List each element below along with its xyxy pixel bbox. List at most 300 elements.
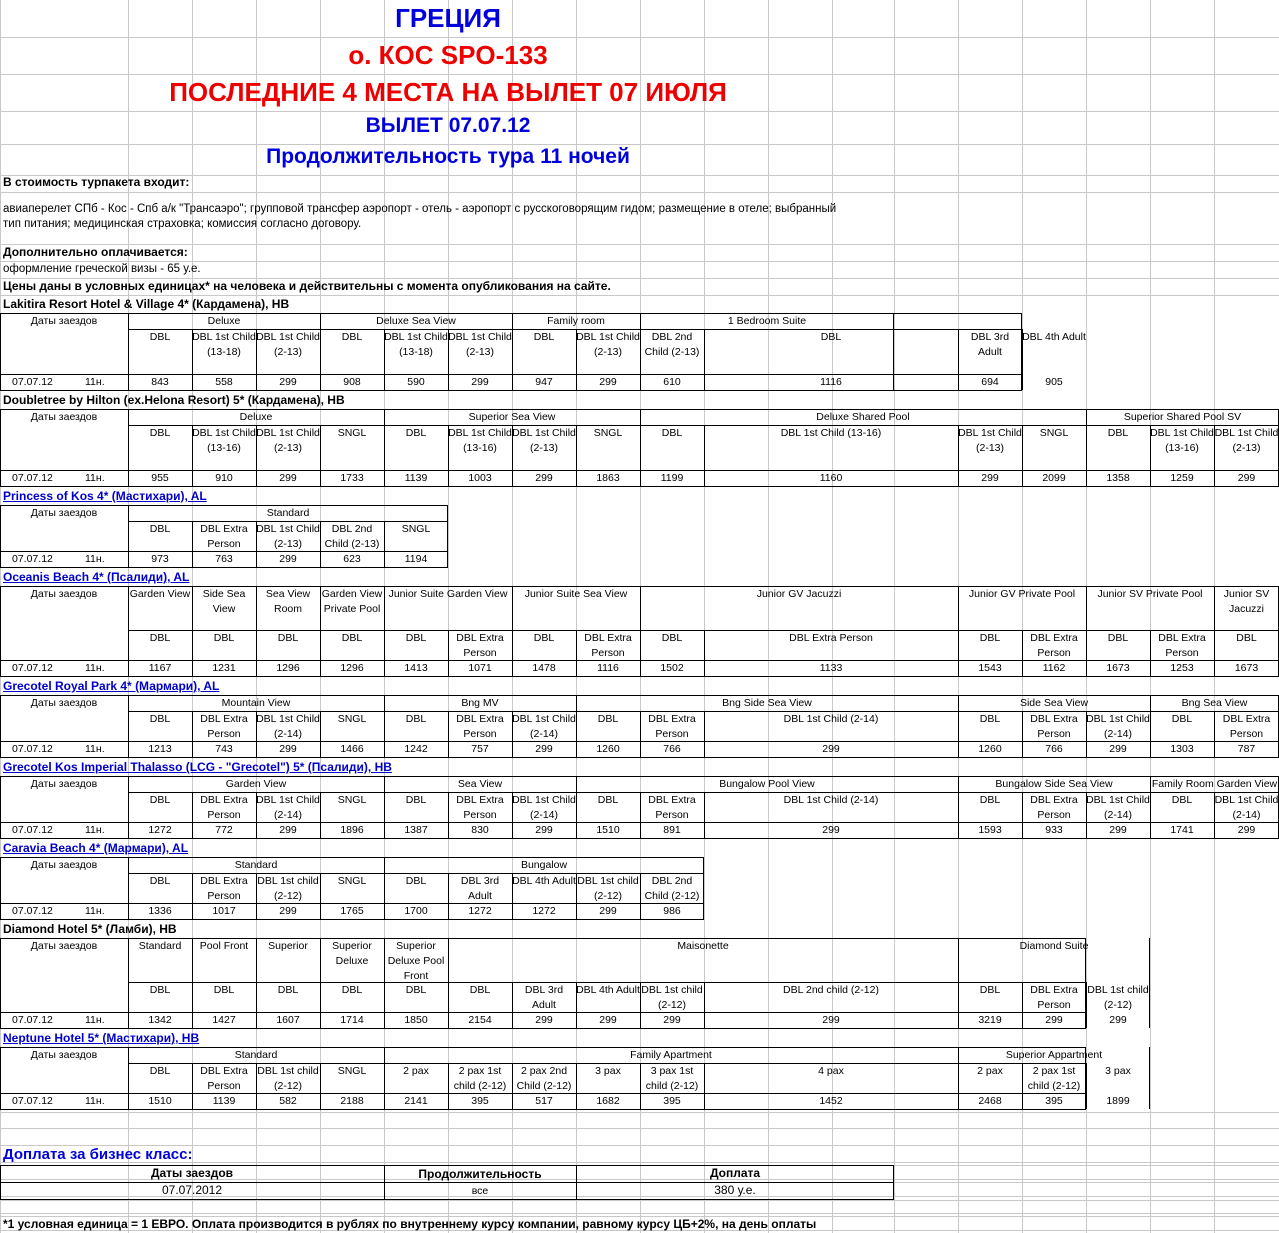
accommodation-header: DBL bbox=[661, 632, 683, 644]
accommodation-header: DBL Extra Person bbox=[1030, 984, 1078, 1011]
accommodation-header: DBL bbox=[277, 984, 299, 996]
accommodation-header: 3 pax bbox=[1105, 1065, 1131, 1077]
accommodation-header: SNGL bbox=[337, 875, 367, 887]
price-cell[interactable]: 299 bbox=[1237, 824, 1256, 836]
accommodation-header: DBL Extra Person bbox=[648, 713, 696, 740]
price-cell[interactable]: 299 bbox=[822, 1014, 840, 1026]
price-cell[interactable]: 766 bbox=[1045, 743, 1063, 755]
price-cell[interactable]: 908 bbox=[343, 376, 361, 388]
accommodation-header: DBL 1st Child (13-18) bbox=[384, 331, 448, 358]
price-cell[interactable]: 694 bbox=[981, 376, 999, 388]
accommodation-header: DBL 2nd Child (2-13) bbox=[644, 331, 700, 358]
business-header-surcharge: Доплата bbox=[709, 1166, 761, 1180]
row-nights: 11н. bbox=[85, 743, 105, 755]
price-cell[interactable]: 299 bbox=[1109, 824, 1127, 836]
price-cell[interactable]: 1133 bbox=[819, 662, 843, 674]
price-cell[interactable]: 590 bbox=[407, 376, 425, 388]
room-type-header: Bungalow Pool View bbox=[719, 778, 815, 790]
accommodation-header: DBL bbox=[1107, 632, 1129, 644]
room-type-header: Superior bbox=[268, 940, 308, 952]
dates-header: Даты заездов bbox=[30, 859, 98, 871]
extra-text: оформление греческой визы - 65 у.е. bbox=[3, 263, 201, 275]
price-cell[interactable]: 1478 bbox=[532, 662, 556, 674]
hotel-title[interactable]: Grecotel Royal Park 4* (Мармари), AL bbox=[3, 679, 220, 693]
row-nights: 11н. bbox=[85, 905, 105, 917]
room-type-header: Side Sea View bbox=[1019, 697, 1089, 709]
row-date: 07.07.12 bbox=[12, 743, 53, 755]
price-cell[interactable]: 1682 bbox=[596, 1095, 620, 1107]
accommodation-header: DBL 1st Child (2-14) bbox=[1214, 794, 1279, 821]
price-cell[interactable]: 299 bbox=[822, 743, 840, 755]
accommodation-header: DBL 1st Child (13-16) bbox=[1150, 427, 1214, 454]
row-nights: 11н. bbox=[85, 824, 105, 836]
price-cell[interactable]: 2154 bbox=[468, 1014, 492, 1026]
accommodation-header: 3 pax 1st child (2-12) bbox=[645, 1065, 699, 1092]
accommodation-header: DBL Extra Person bbox=[1030, 632, 1078, 659]
row-date: 07.07.12 bbox=[12, 1095, 53, 1107]
price-cell[interactable]: 1272 bbox=[532, 905, 556, 917]
accommodation-header: DBL 1st child (2-12) bbox=[257, 875, 319, 902]
dates-header: Даты заездов bbox=[30, 588, 98, 600]
prices-note: Цены даны в условных единицах* на человека и действительны с момента опубликования на сайте. bbox=[3, 279, 611, 293]
price-cell[interactable]: 1466 bbox=[340, 743, 364, 755]
price-cell[interactable]: 1673 bbox=[1106, 662, 1130, 674]
price-cell[interactable]: 743 bbox=[215, 743, 233, 755]
price-cell[interactable]: 1427 bbox=[212, 1014, 236, 1026]
accommodation-header: DBL bbox=[1236, 632, 1257, 644]
room-type-header: Garden View bbox=[225, 778, 287, 790]
room-type-header: Family room bbox=[547, 315, 605, 327]
price-cell[interactable]: 299 bbox=[279, 905, 297, 917]
price-cell[interactable]: 766 bbox=[663, 743, 681, 755]
business-duration: все bbox=[471, 1185, 489, 1197]
title-island: о. КОС SPO-133 bbox=[348, 40, 548, 70]
hotel-title[interactable]: Oceanis Beach 4* (Псалиди), AL bbox=[3, 570, 190, 584]
price-cell[interactable]: 299 bbox=[279, 743, 297, 755]
price-cell[interactable]: 1242 bbox=[404, 743, 428, 755]
business-header-dates: Даты заездов bbox=[150, 1166, 234, 1180]
price-cell[interactable]: 517 bbox=[535, 1095, 553, 1107]
dates-header: Даты заездов bbox=[30, 315, 98, 327]
accommodation-header: SNGL bbox=[1039, 427, 1069, 439]
accommodation-header: DBL 1st Child (13-18) bbox=[192, 331, 256, 358]
dates-header: Даты заездов bbox=[30, 507, 98, 519]
title-duration: Продолжительность тура 11 ночей bbox=[266, 145, 630, 168]
price-cell[interactable]: 582 bbox=[279, 1095, 297, 1107]
price-cell[interactable]: 830 bbox=[471, 824, 489, 836]
accommodation-header: DBL bbox=[469, 984, 491, 996]
room-type-header: Superior Appartment bbox=[1005, 1049, 1103, 1061]
price-cell[interactable]: 299 bbox=[1045, 1014, 1063, 1026]
price-cell[interactable]: 1296 bbox=[276, 662, 300, 674]
accommodation-header: DBL Extra Person bbox=[200, 713, 248, 740]
accommodation-header: DBL bbox=[405, 984, 427, 996]
price-cell[interactable]: 1733 bbox=[340, 472, 364, 484]
room-type-header: Bungalow bbox=[520, 859, 568, 871]
price-cell[interactable]: 395 bbox=[663, 1095, 681, 1107]
price-cell[interactable]: 1543 bbox=[978, 662, 1002, 674]
price-cell[interactable]: 891 bbox=[663, 824, 681, 836]
price-cell[interactable]: 299 bbox=[1109, 743, 1127, 755]
dates-header: Даты заездов bbox=[30, 697, 98, 709]
accommodation-header: DBL 1st child (2-12) bbox=[257, 1065, 319, 1092]
accommodation-header: DBL bbox=[820, 331, 842, 343]
accommodation-header: DBL bbox=[341, 632, 363, 644]
price-cell[interactable]: 843 bbox=[151, 376, 169, 388]
price-cell[interactable]: 1167 bbox=[148, 662, 172, 674]
accommodation-header: DBL bbox=[341, 331, 363, 343]
price-cell[interactable]: 1116 bbox=[597, 662, 619, 674]
price-cell[interactable]: 1003 bbox=[468, 472, 492, 484]
hotel-title[interactable]: Grecotel Kos Imperial Thalasso (LCG - "Grecotel") 5* (Псалиди), HB bbox=[3, 760, 392, 774]
row-nights: 11н. bbox=[85, 553, 105, 565]
row-date: 07.07.12 bbox=[12, 553, 53, 565]
row-nights: 11н. bbox=[85, 1014, 105, 1026]
row-date: 07.07.12 bbox=[12, 662, 53, 674]
price-cell[interactable]: 1358 bbox=[1106, 472, 1130, 484]
price-cell[interactable]: 933 bbox=[1045, 824, 1063, 836]
price-cell[interactable]: 1259 bbox=[1170, 472, 1194, 484]
price-cell[interactable]: 299 bbox=[279, 553, 297, 565]
accommodation-header: DBL Extra Person bbox=[456, 794, 504, 821]
price-cell[interactable]: 955 bbox=[151, 472, 169, 484]
price-cell[interactable]: 299 bbox=[535, 824, 553, 836]
hotel-title: Diamond Hotel 5* (Ламби), HB bbox=[3, 922, 177, 936]
accommodation-header: DBL bbox=[213, 984, 235, 996]
price-cell[interactable]: 610 bbox=[663, 376, 681, 388]
price-cell[interactable]: 973 bbox=[151, 553, 169, 565]
included-text-1: авиаперелет СПб - Кос - Спб а/к "Трансаэро"; групповой трансфер аэропорт - отель - аэропорт с русскоговорящим гидом; размещение в отеле; выбранный bbox=[3, 203, 837, 215]
accommodation-header: DBL 1st child (2-12) bbox=[641, 984, 703, 1011]
room-type-header: Mountain View bbox=[221, 697, 291, 709]
price-cell[interactable]: 1199 bbox=[660, 472, 684, 484]
accommodation-header: DBL Extra Person bbox=[584, 632, 632, 659]
accommodation-header: DBL 4th Adult bbox=[1022, 331, 1086, 343]
accommodation-header: DBL 4th Adult bbox=[512, 875, 576, 887]
room-type-header: Deluxe bbox=[239, 411, 273, 423]
price-cell[interactable]: 299 bbox=[1237, 472, 1256, 484]
accommodation-header: DBL 1st Child (2-13) bbox=[256, 523, 320, 550]
included-title: В стоимость турпакета входит: bbox=[3, 175, 190, 189]
room-type-header: Deluxe Shared Pool bbox=[816, 411, 910, 423]
room-type-header: Pool Front bbox=[199, 940, 249, 952]
price-cell[interactable]: 2099 bbox=[1042, 472, 1066, 484]
accommodation-header: DBL 1st Child (2-13) bbox=[256, 331, 320, 358]
price-cell[interactable]: 623 bbox=[343, 553, 361, 565]
room-type-header: Junior Suite Garden View bbox=[388, 588, 508, 600]
accommodation-header: 2 pax 1st child (2-12) bbox=[453, 1065, 507, 1092]
price-cell[interactable]: 1452 bbox=[819, 1095, 843, 1107]
accommodation-header: DBL bbox=[405, 875, 427, 887]
price-cell[interactable]: 1336 bbox=[148, 905, 172, 917]
price-cell[interactable]: 1342 bbox=[148, 1014, 172, 1026]
price-cell[interactable]: 1303 bbox=[1170, 743, 1194, 755]
accommodation-header: DBL 1st Child (2-14) bbox=[512, 794, 576, 821]
accommodation-header: DBL Extra Person bbox=[456, 632, 504, 659]
accommodation-header: DBL bbox=[979, 632, 1001, 644]
row-nights: 11н. bbox=[85, 662, 105, 674]
accommodation-header: DBL Extra Person bbox=[648, 794, 696, 821]
accommodation-header: DBL 1st Child (2-14) bbox=[256, 794, 320, 821]
title-departure: ВЫЛЕТ 07.07.12 bbox=[365, 114, 531, 137]
row-date: 07.07.12 bbox=[12, 905, 53, 917]
accommodation-header: DBL 1st Child (13-16) bbox=[780, 427, 882, 439]
room-type-header: Junior Suite Sea View bbox=[524, 588, 628, 600]
accommodation-header: DBL bbox=[149, 984, 171, 996]
price-cell[interactable]: 1510 bbox=[596, 824, 620, 836]
footnote: *1 условная единица = 1 ЕВРО. Оплата производится в рублях по внутреннему курсу компании, равному курсу ЦБ+2%, на день оплаты bbox=[3, 1217, 817, 1231]
price-cell[interactable]: 1387 bbox=[404, 824, 428, 836]
price-cell[interactable]: 1593 bbox=[978, 824, 1002, 836]
price-cell[interactable]: 395 bbox=[471, 1095, 489, 1107]
accommodation-header: DBL Extra Person bbox=[789, 632, 873, 644]
room-type-header: Side Sea View bbox=[202, 588, 246, 615]
price-cell[interactable]: 1231 bbox=[212, 662, 236, 674]
price-cell[interactable]: 763 bbox=[215, 553, 233, 565]
row-nights: 11н. bbox=[85, 376, 105, 388]
price-cell[interactable]: 1017 bbox=[212, 905, 236, 917]
accommodation-header: DBL bbox=[405, 794, 427, 806]
accommodation-header: DBL 1st Child (2-13) bbox=[958, 427, 1022, 454]
room-type-header: Family Apartment bbox=[630, 1049, 712, 1061]
accommodation-header: DBL 3rd Adult bbox=[970, 331, 1010, 358]
included-text-2: тип питания; медицинская страховка; комиссия согласно договору. bbox=[3, 218, 362, 230]
price-cell[interactable]: 299 bbox=[535, 472, 553, 484]
dates-header: Даты заездов bbox=[30, 1049, 98, 1061]
hotel-title[interactable]: Caravia Beach 4* (Мармари), AL bbox=[3, 841, 189, 855]
room-type-header: Standard bbox=[138, 940, 182, 952]
row-date: 07.07.12 bbox=[12, 472, 53, 484]
row-date: 07.07.12 bbox=[12, 376, 53, 388]
hotel-title: Lakitira Resort Hotel & Village 4* (Кардамена), HB bbox=[3, 297, 290, 311]
accommodation-header: DBL Extra Person bbox=[200, 1065, 248, 1092]
room-type-header: Family Room Garden View bbox=[1151, 778, 1278, 790]
price-cell[interactable]: 910 bbox=[215, 472, 233, 484]
accommodation-header: DBL 1st Child (2-14) bbox=[783, 794, 879, 806]
price-cell[interactable]: 1071 bbox=[468, 662, 492, 674]
room-type-header: 1 Bedroom Suite bbox=[727, 315, 807, 327]
accommodation-header: DBL bbox=[149, 1065, 171, 1077]
business-surcharge: 380 у.е. bbox=[714, 1183, 756, 1197]
price-cell[interactable]: 299 bbox=[279, 376, 297, 388]
room-type-header: Junior GV Private Pool bbox=[968, 588, 1076, 600]
price-cell[interactable]: 1260 bbox=[978, 743, 1002, 755]
price-cell[interactable]: 299 bbox=[1109, 1014, 1127, 1026]
room-type-header: Superior Sea View bbox=[468, 411, 556, 423]
price-cell[interactable]: 1700 bbox=[404, 905, 428, 917]
accommodation-header: DBL bbox=[149, 794, 171, 806]
extra-title: Дополнительно оплачивается: bbox=[3, 245, 188, 259]
room-type-header: Maisonette bbox=[677, 940, 729, 952]
accommodation-header: DBL 1st Child (2-13) bbox=[576, 331, 640, 358]
room-type-header: Bng Side Sea View bbox=[722, 697, 812, 709]
price-cell[interactable]: 1139 bbox=[212, 1095, 236, 1107]
accommodation-header: 4 pax bbox=[818, 1065, 844, 1077]
accommodation-header: DBL bbox=[149, 331, 171, 343]
price-cell[interactable]: 1272 bbox=[468, 905, 492, 917]
accommodation-header: SNGL bbox=[337, 1065, 367, 1077]
price-cell[interactable]: 1850 bbox=[404, 1014, 428, 1026]
room-type-header: Standard bbox=[266, 507, 310, 519]
accommodation-header: 2 pax bbox=[977, 1065, 1003, 1077]
accommodation-header: DBL bbox=[341, 984, 363, 996]
price-cell[interactable]: 1673 bbox=[1234, 662, 1259, 674]
hotel-title[interactable]: Neptune Hotel 5* (Мастихари), HB bbox=[3, 1031, 200, 1045]
price-cell[interactable]: 1194 bbox=[404, 553, 428, 565]
dates-header: Даты заездов bbox=[30, 411, 98, 423]
accommodation-header: DBL Extra Person bbox=[1222, 713, 1271, 740]
accommodation-header: DBL bbox=[1107, 427, 1129, 439]
accommodation-header: DBL bbox=[405, 632, 427, 644]
accommodation-header: DBL bbox=[533, 331, 555, 343]
business-date: 07.07.2012 bbox=[161, 1183, 223, 1197]
price-cell[interactable]: 299 bbox=[663, 1014, 681, 1026]
price-cell[interactable]: 787 bbox=[1237, 743, 1256, 755]
room-type-header: Sea View Room bbox=[265, 588, 311, 615]
price-cell[interactable]: 1260 bbox=[596, 743, 620, 755]
room-type-header: Standard bbox=[234, 859, 278, 871]
dates-header: Даты заездов bbox=[30, 940, 98, 952]
room-type-header: Bungalow Side Sea View bbox=[995, 778, 1113, 790]
price-cell[interactable]: 757 bbox=[471, 743, 489, 755]
accommodation-header: SNGL bbox=[337, 794, 367, 806]
accommodation-header: DBL 1st Child (2-14) bbox=[512, 713, 576, 740]
price-cell[interactable]: 299 bbox=[535, 743, 553, 755]
accommodation-header: DBL Extra Person bbox=[200, 794, 248, 821]
price-cell[interactable]: 2188 bbox=[340, 1095, 364, 1107]
price-cell[interactable]: 299 bbox=[279, 472, 297, 484]
price-cell[interactable]: 1139 bbox=[404, 472, 428, 484]
accommodation-header: DBL bbox=[1171, 713, 1193, 725]
price-cell[interactable]: 2468 bbox=[978, 1095, 1002, 1107]
accommodation-header: DBL 2nd Child (2-13) bbox=[324, 523, 380, 550]
price-cell[interactable]: 1714 bbox=[340, 1014, 364, 1026]
price-cell[interactable]: 395 bbox=[1045, 1095, 1063, 1107]
accommodation-header: DBL 3rd Adult bbox=[460, 875, 500, 902]
hotel-title[interactable]: Princess of Kos 4* (Мастихари), AL bbox=[3, 489, 207, 503]
price-cell[interactable]: 299 bbox=[535, 1014, 553, 1026]
room-type-header: Superior Deluxe Pool Front bbox=[387, 940, 445, 982]
accommodation-header: DBL 2nd Child (2-12) bbox=[644, 875, 700, 902]
accommodation-header: 2 pax bbox=[403, 1065, 429, 1077]
accommodation-header: DBL bbox=[213, 632, 235, 644]
price-cell[interactable]: 1253 bbox=[1170, 662, 1194, 674]
accommodation-header: DBL bbox=[597, 794, 619, 806]
accommodation-header: SNGL bbox=[337, 427, 367, 439]
room-type-header: Junior SV Private Pool bbox=[1097, 588, 1203, 600]
accommodation-header: SNGL bbox=[593, 427, 623, 439]
accommodation-header: 3 pax bbox=[595, 1065, 621, 1077]
price-cell[interactable]: 905 bbox=[1045, 376, 1063, 388]
room-type-header: Junior SV Jacuzzi bbox=[1223, 588, 1270, 615]
room-type-header: Garden View Private Pool bbox=[321, 588, 383, 615]
price-cell[interactable]: 1162 bbox=[1042, 662, 1066, 674]
accommodation-header: 2 pax 2nd Child (2-12) bbox=[516, 1065, 572, 1092]
price-cell[interactable]: 1863 bbox=[596, 472, 620, 484]
price-cell[interactable]: 558 bbox=[215, 376, 233, 388]
accommodation-header: DBL 1st Child (13-16) bbox=[448, 427, 512, 454]
row-date: 07.07.12 bbox=[12, 824, 53, 836]
price-cell[interactable]: 1607 bbox=[276, 1014, 300, 1026]
price-cell[interactable]: 3219 bbox=[978, 1014, 1002, 1026]
price-cell[interactable]: 299 bbox=[981, 472, 999, 484]
business-title: Доплата за бизнес класс: bbox=[3, 1146, 193, 1163]
price-cell[interactable]: 1765 bbox=[340, 905, 364, 917]
accommodation-header: DBL bbox=[405, 713, 427, 725]
accommodation-header: DBL Extra Person bbox=[1158, 632, 1206, 659]
room-type-header: Superior Shared Pool SV bbox=[1123, 411, 1242, 423]
accommodation-header: SNGL bbox=[337, 713, 367, 725]
accommodation-header: DBL bbox=[149, 523, 171, 535]
accommodation-header: DBL Extra Person bbox=[1030, 794, 1078, 821]
price-cell[interactable]: 1413 bbox=[404, 662, 428, 674]
room-type-header: Superior Deluxe bbox=[332, 940, 372, 967]
price-cell[interactable]: 1272 bbox=[148, 824, 172, 836]
price-cell[interactable]: 1296 bbox=[340, 662, 364, 674]
price-cell[interactable]: 1116 bbox=[820, 376, 842, 388]
hotel-title: Doubletree by Hilton (ex.Helona Resort) 5* (Кардамена), HB bbox=[3, 393, 345, 407]
price-cell[interactable]: 947 bbox=[535, 376, 553, 388]
accommodation-header: DBL 1st Child (2-13) bbox=[256, 427, 320, 454]
accommodation-header: DBL bbox=[1171, 794, 1193, 806]
accommodation-header: DBL 1st Child (2-13) bbox=[512, 427, 576, 454]
accommodation-header: DBL bbox=[979, 713, 1001, 725]
room-type-header: Bng Sea View bbox=[1181, 697, 1248, 709]
price-cell[interactable]: 299 bbox=[822, 824, 840, 836]
price-cell[interactable]: 1741 bbox=[1170, 824, 1194, 836]
room-type-header: Diamond Suite bbox=[1019, 940, 1089, 952]
room-type-header: Deluxe bbox=[207, 315, 241, 327]
price-cell[interactable]: 1896 bbox=[340, 824, 364, 836]
price-cell[interactable]: 772 bbox=[215, 824, 233, 836]
price-cell[interactable]: 299 bbox=[471, 376, 489, 388]
room-type-header: Sea View bbox=[457, 778, 503, 790]
row-date: 07.07.12 bbox=[12, 1014, 53, 1026]
accommodation-header: DBL bbox=[149, 427, 171, 439]
accommodation-header: DBL 1st Child (13-16) bbox=[192, 427, 256, 454]
price-cell[interactable]: 1899 bbox=[1106, 1095, 1130, 1107]
accommodation-header: DBL 2nd child (2-12) bbox=[783, 984, 879, 996]
accommodation-header: DBL bbox=[979, 984, 1001, 996]
row-nights: 11н. bbox=[85, 1095, 105, 1107]
price-cell[interactable]: 299 bbox=[279, 824, 297, 836]
price-cell[interactable]: 1502 bbox=[660, 662, 684, 674]
accommodation-header: DBL 3rd Adult bbox=[524, 984, 564, 1011]
accommodation-header: DBL 1st Child (2-13) bbox=[448, 331, 512, 358]
accommodation-header: DBL Extra Person bbox=[200, 523, 248, 550]
price-cell[interactable]: 986 bbox=[663, 905, 681, 917]
price-cell[interactable]: 299 bbox=[599, 376, 617, 388]
price-cell[interactable]: 1213 bbox=[148, 743, 172, 755]
accommodation-header: DBL bbox=[533, 632, 555, 644]
accommodation-header: DBL bbox=[149, 632, 171, 644]
accommodation-header: DBL 1st Child (2-13) bbox=[1214, 427, 1279, 454]
price-cell[interactable]: 1510 bbox=[148, 1095, 172, 1107]
accommodation-header: DBL bbox=[405, 427, 427, 439]
room-type-header: Standard bbox=[234, 1049, 278, 1061]
accommodation-header: DBL Extra Person bbox=[1030, 713, 1078, 740]
accommodation-header: DBL 1st Child (2-14) bbox=[1086, 794, 1150, 821]
price-cell[interactable]: 1160 bbox=[819, 472, 843, 484]
price-cell[interactable]: 299 bbox=[599, 905, 617, 917]
price-cell[interactable]: 2141 bbox=[404, 1095, 428, 1107]
price-cell[interactable]: 299 bbox=[599, 1014, 617, 1026]
accommodation-header: DBL bbox=[661, 427, 683, 439]
business-header-duration: Продолжительность bbox=[418, 1167, 542, 1181]
accommodation-header: DBL 1st child (2-12) bbox=[1087, 984, 1149, 1011]
row-nights: 11н. bbox=[85, 472, 105, 484]
accommodation-header: DBL 1st Child (2-14) bbox=[256, 713, 320, 740]
